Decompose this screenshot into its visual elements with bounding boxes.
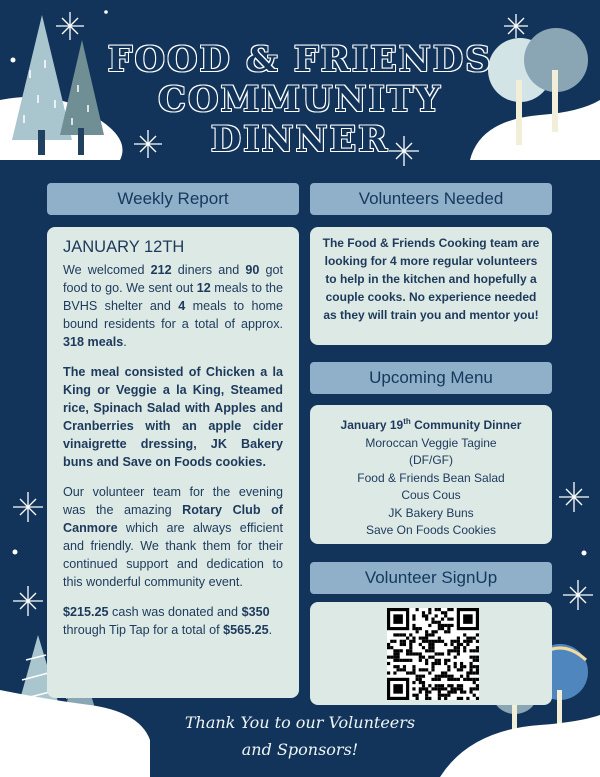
signup-qr-card: [310, 602, 552, 705]
weekly-report-header: Weekly Report: [47, 183, 299, 215]
report-date: JANUARY 12TH: [63, 238, 185, 256]
menu-title: January 19th Community Dinner: [340, 417, 522, 432]
title-line-2: COMMUNITY DINNER: [158, 79, 442, 160]
volunteers-needed-card: [310, 227, 552, 345]
menu-item: Save On Foods Cookies: [365, 523, 497, 537]
volunteers-needed-text: The Food & Friends Cooking team are looking for 4 more regular volunteers to help in the kitchen and hopefully a couple cooks. No experience needed as they will train you and mentor you!: [322, 236, 540, 322]
attendance-paragraph: We welcomed 212 diners and 90 got food to go. We sent out 12 meals to the BVHS shelter and 4 meals to home bound residents for a total of approx. 318 meals.: [63, 263, 283, 349]
volunteer-signup-header: Volunteer SignUp: [310, 562, 552, 594]
volunteer-team-paragraph: Our volunteer team for the evening was the amazing Rotary Club of Canmore which are always efficient and friendly. We thank them for their continued support and dedication to this wonderful community event.: [63, 485, 283, 589]
weekly-report-card: [47, 227, 299, 698]
upcoming-menu-card: [310, 405, 552, 544]
volunteers-needed-header: Volunteers Needed: [310, 183, 552, 215]
qr-code[interactable]: [387, 608, 479, 700]
menu-item: Cous Cous: [401, 488, 461, 502]
footer-line-1: Thank You to our Volunteers: [184, 713, 416, 732]
donations-paragraph: $215.25 cash was donated and $350 through Tip Tap for a total of $565.25.: [63, 605, 273, 637]
poster-title: [90, 40, 510, 160]
sparkle-icon: [56, 12, 84, 40]
sparkle-icon: [504, 14, 528, 38]
menu-item: (DF/GF): [409, 453, 453, 467]
footer-line-2: and Sponsors!: [241, 740, 359, 759]
menu-item: Moroccan Veggie Tagine: [365, 435, 497, 450]
upcoming-menu-header: Upcoming Menu: [310, 362, 552, 394]
sparkle-icon: [563, 580, 593, 610]
sparkle-icon: [13, 492, 43, 522]
sparkle-icon: [13, 586, 43, 616]
thank-you-footer: [90, 709, 510, 763]
sparkle-icon: [559, 482, 589, 512]
menu-item: JK Bakery Buns: [388, 505, 474, 520]
meal-paragraph: The meal consisted of Chicken a la King or Veggie a la King, Steamed rice, Spinach Salad with Apples and Cranberries with an apple cider vinaigrette dressing, JK Bakery buns and Save on Foods cookies.: [63, 365, 283, 469]
menu-item: Food & Friends Bean Salad: [357, 470, 505, 485]
title-line-1: FOOD & FRIENDS: [107, 39, 493, 80]
